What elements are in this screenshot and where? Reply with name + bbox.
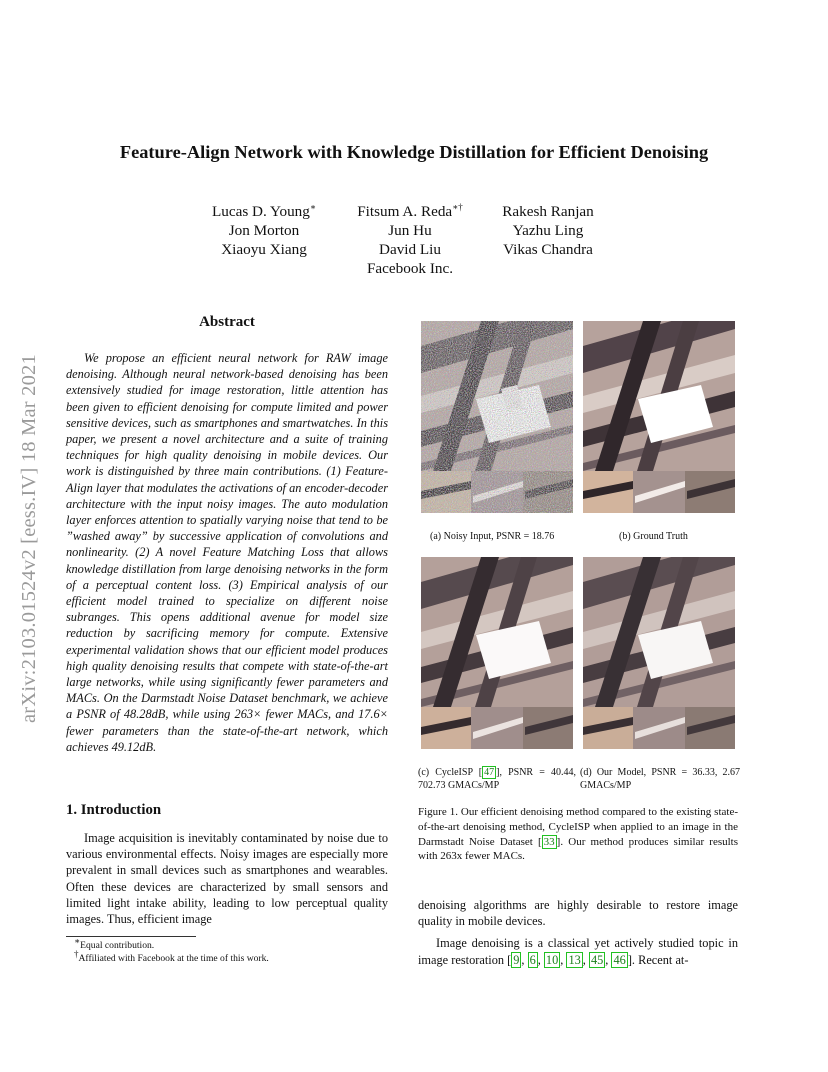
- subcaption-ground-truth: (b) Ground Truth: [619, 531, 688, 542]
- right-column-body: [418, 897, 738, 968]
- subcaption-noisy-input: (a) Noisy Input, PSNR = 18.76: [430, 531, 555, 542]
- citation-link[interactable]: 6: [529, 952, 536, 967]
- author-name: Xiaoyu Xiang: [221, 241, 307, 258]
- author-name: Jun Hu: [388, 222, 432, 239]
- footnote-equal-contribution: ∗Equal contribution.: [74, 935, 155, 951]
- subcaption-cycleisp: (c) CycleISP [ 47 ], PSNR = 40.44, 702.73 GMACs/MP: [418, 767, 576, 791]
- citation-link[interactable]: 45: [590, 952, 604, 967]
- author-column-3: [488, 202, 608, 259]
- figure-panel-noisy-input: [421, 321, 573, 513]
- abstract-heading: Abstract: [199, 314, 255, 330]
- footnote-divider: [66, 936, 196, 937]
- paragraph: Image denoising is a classical yet actively studied topic in image restoration [ 9 , 6 , 10 , 13 , 45 , 46 ]. Recent at-: [418, 936, 738, 967]
- citation-link[interactable]: 33: [543, 835, 555, 848]
- abstract-body: We propose an efficient neural network for RAW image denoising. Although neural network-based denoising has been extensively studied for image restoration, little attention has been given to efficient denoising for compute limited and power sensitive devices, such as smartphones and smartwatches. In this paper, we present a novel architecture and a suite of training techniques for high quality denoising in mobile devices. Our work is distinguished by three main contributions. (1) Feature-Align layer that modulates the activations of an encoder-decoder architecture with the input noisy images. The auto modulation layer enforces attention to spatially varying noise that tend to be ”washed away” by successive application of convolutions and nonlinearity. (2) A novel Feature Matching Loss that allows knowledge distillation from large denoising networks in the form of a perceptual content loss. (3) Empirical analysis of our efficient model trained to specialize on different noise subranges. This opens additional avenue for model size reduction by sacrificing memory for compute. Extensive experimental validation shows that our efficient model produces high quality denoising results that compete with state-of-the-art large networks, while using significantly fewer parameters and MACs. On the Darmstadt Noise Dataset benchmark, we achieve a PSNR of 48.28dB, while using 263× fewer MACs, and 17.6× fewer parameters than the state-of-the-art network, which achieves 49.12dB.: [66, 351, 388, 754]
- author-name: Rakesh Ranjan: [502, 203, 594, 220]
- author-name: Yazhu Ling: [512, 222, 584, 239]
- author-name: Fitsum A. Reda∗†: [357, 201, 463, 220]
- figure-caption: Figure 1. Our efficient denoising method compared to the existing state-of-the-art denoising method, CycleISP when applied to an image in the Darmstadt Noise Dataset [ 33 ]. Our method produces similar results with 263x fewer MACs.: [418, 806, 738, 863]
- author-name: Jon Morton: [228, 222, 300, 239]
- author-name: Lucas D. Young∗: [211, 201, 316, 220]
- citation-link[interactable]: 13: [568, 952, 581, 967]
- citation-link[interactable]: 46: [613, 952, 626, 967]
- figure-panel-cycleisp: [421, 557, 573, 749]
- citation-link[interactable]: 9: [513, 952, 520, 967]
- introduction-heading: 1. Introduction: [66, 802, 162, 818]
- citation-link[interactable]: 47: [484, 767, 495, 778]
- author-affiliation: Facebook Inc.: [366, 260, 454, 277]
- author-column-1: [198, 202, 330, 259]
- paper-title: Feature-Align Network with Knowledge Distillation for Efficient Denoising: [119, 142, 709, 162]
- citation-link[interactable]: 10: [545, 952, 559, 967]
- author-name: David Liu: [378, 241, 441, 258]
- paragraph: denoising algorithms are highly desirable to restore image quality in mobile devices.: [418, 898, 738, 929]
- subcaption-our-model: (d) Our Model, PSNR = 36.33, 2.67 GMACs/MP: [580, 767, 740, 791]
- figure-panel-ground-truth: [583, 321, 735, 513]
- author-column-2: [340, 202, 480, 278]
- arxiv-identifier: arXiv:2103.01524v2 [eess.IV] 18 Mar 2021: [18, 354, 40, 723]
- author-name: Vikas Chandra: [503, 241, 593, 258]
- figure-panel-our-model: [583, 557, 735, 749]
- footnote-affiliation: †Affiliated with Facebook at the time of this work.: [74, 948, 269, 964]
- introduction-body: Image acquisition is inevitably contaminated by noise due to various environmental effects. Noisy images are especially more prevalent in small devices such as smartphones and wearables. Often these devices are characterized by small sensors and limited light intake ability, leading to low perceptual quality images. Thus, efficient image: [66, 831, 388, 927]
